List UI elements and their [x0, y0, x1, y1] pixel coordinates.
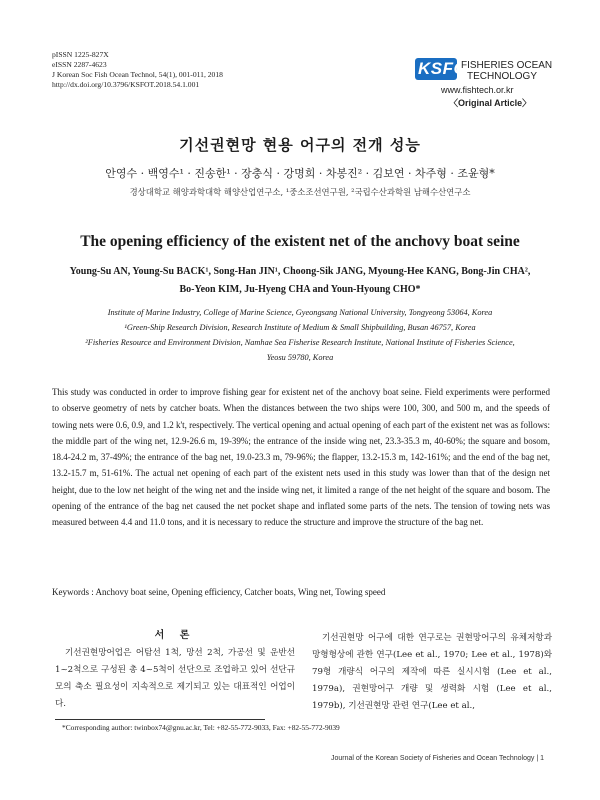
intro-heading: 서 론	[154, 630, 196, 641]
authors-english	[40, 263, 560, 299]
affiliation-english-1: Institute of Marine Industry, College of Marine Science, Gyeongsang National University, Tongyeong 53064, Korea	[107, 308, 493, 317]
keywords: Keywords : Anchovy boat seine, Opening efficiency, Catcher boats, Wing net, Towing speed	[52, 587, 386, 597]
corresponding-author-footnote: *Corresponding author: twinbox74@gnu.ac.kr, Tel: +82-55-772-9033, Fax: +82-55-772-9039	[62, 723, 340, 732]
logo-line-2: TECHNOLOGY	[467, 71, 538, 82]
affiliation-english-4: Yeosu 59780, Korea	[266, 353, 334, 362]
intro-paragraph-right: 기선권현망 어구에 대한 연구로는 권현망어구의 유체저항과 망형형상에 관한 연구(Lee et al., 1970; Lee et al., 1978)와 79형 개량식 어구의 제작에 따른 실시시험 (Lee et al., 1979a), 권현망어구 개량 및 생력화 시험 (Lee et al., 1979b), 기선권현망 관련 연구(Lee et al.,	[312, 633, 552, 711]
eissn: eISSN 2287-4623	[52, 60, 107, 69]
affiliation-english	[40, 305, 560, 365]
footnote-divider	[55, 719, 265, 720]
journal-website[interactable]: www.fishtech.or.kr	[441, 85, 514, 95]
intro-paragraph-left: 기선권현망어업은 어탐선 1척, 망선 2척, 가공선 및 운반선 1~2척으로 구성된 총 4~5척이 선단으로 조업하고 있어 선단규모의 축소 필요성이 지속적으로 제기되고 있는 대표적인 어업이다.	[55, 648, 295, 709]
abstract: This study was conducted in order to improve fishing gear for existent net of the anchovy boat seine. Field experiments were performed to observe geometry of nets by catcher boats. When the distances between the two ships were 100, 300, and 500 m, and the speeds of towing nets were 0.6, 0.9, and 1.2 k't, respectively. The vertical opening and actual opening of each part of the existent net was as follows: the middle part of the wing net, 12.9-26.6 m, 19-39%; the entrance of the inside wing net, 23.3-35.3 m, 40-60%; the square and bosom, 18.4-24.2 m, 37-49%; the entrance of the bag net, 19.0-23.3 m, 79-96%; the flapper, 13.2-15.3 m, 142-161%; and the end of the bag net, 13.2-15.7 m, 51-61%. The actual net opening of each part of the existent nets used in this study was lower than that of the design net height, due to the low net height of the wing net and the inside wing net, it limited a range of the net height of the square and bosom. The opening of the entrance of the bag net caused the net pocket shape and inflated some parts of the nets. The tension of towing nets was measured between 4.4 and 11.0 tons, and it is necessary to reduce the structure and improve the structure of the bag net.	[52, 387, 550, 528]
affiliation-english-3: ²Fisheries Resource and Environment Division, Namhae Sea Fisherise Research Institute, National Institute of Fisheries Science,	[85, 338, 515, 347]
intro-right-column	[312, 630, 552, 715]
pissn: pISSN 1225-827X	[52, 50, 109, 59]
logo-line-1: FISHERIES OCEAN	[461, 60, 553, 71]
article-type: 〈Original Article〉	[449, 98, 532, 108]
journal-logo	[415, 52, 555, 107]
affiliation-korean: 경상대학교 해양과학대학 해양산업연구소, ¹중소조선연구원, ²국립수산과학원 남해수산연구소	[129, 187, 471, 197]
doi-link[interactable]: http://dx.doi.org/10.3796/KSFOT.2018.54.1.001	[52, 80, 200, 89]
authors-english-line-1: Young-Su AN, Young-Su BACK¹, Song-Han JIN¹, Choong-Sik JANG, Myoung-Hee KANG, Bong-Jin CHA²,	[69, 266, 531, 277]
title-korean: 기선권현망 현용 어구의 전개 성능	[179, 136, 421, 154]
title-english: The opening efficiency of the existent net of the anchovy boat seine	[80, 233, 520, 250]
journal-meta	[52, 50, 223, 90]
page-footer: Journal of the Korean Society of Fisheries and Ocean Technology | 1	[331, 755, 544, 762]
affiliation-english-2: ¹Green-Ship Research Division, Research Institute of Medium & Small Shipbuilding, Busan 46757, Korea	[124, 323, 476, 332]
authors-english-line-2: Bo-Yeon KIM, Ju-Hyeng CHA and Youn-Hyoung CHO*	[179, 284, 421, 295]
intro-left-column	[55, 627, 295, 713]
citation: J Korean Soc Fish Ocean Technol, 54(1), 001-011, 2018	[52, 70, 223, 79]
ksfot-logo-text: KSFOT	[418, 59, 479, 78]
authors-korean: 안영수 · 백영수¹ · 진송한¹ · 장충식 · 강명희 · 차봉진² · 김보연 · 차주형 · 조윤형*	[105, 167, 495, 180]
